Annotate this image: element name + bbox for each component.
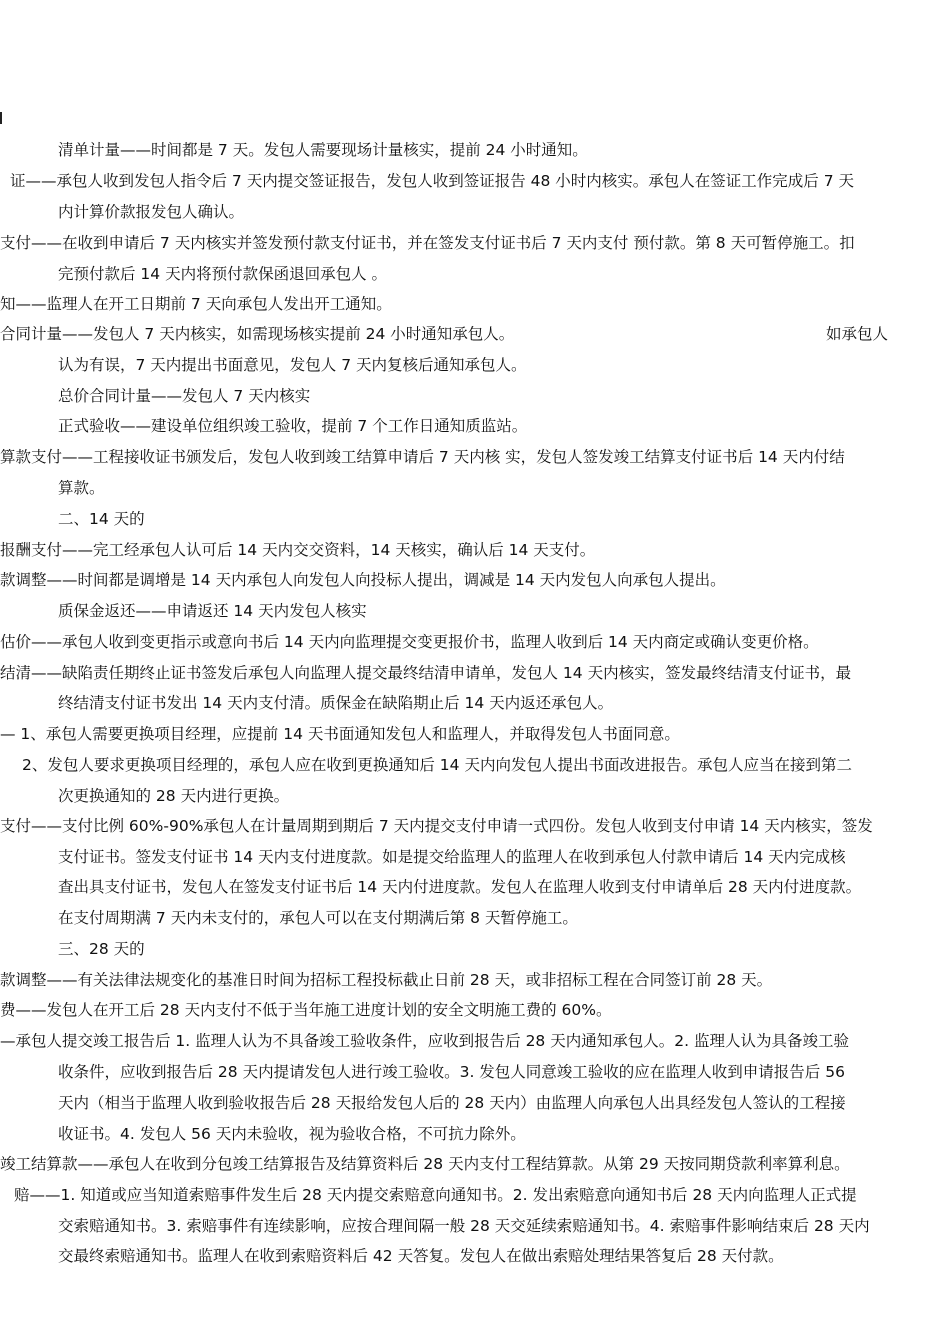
text-line: 竣工结算款——承包人在收到分包竣工结算报告及结算资料后 28 天内支付工程结算款。从第 29 天按同期贷款利率算利息。 [0, 1155, 850, 1173]
text-line: 合同计量——发包人 7 天内核实，如需现场核实提前 24 小时通知承包人。 [0, 325, 515, 343]
text-line: 收证书。4. 发包人 56 天内未验收，视为验收合格，不可抗力除外。 [58, 1125, 526, 1143]
text-line: 支付——在收到申请后 7 天内核实并签发预付款支付证书，并在签发支付证书后 7 天内支付 预付款。第 8 天可暂停施工。扣 [0, 234, 855, 252]
text-line: 质保金返还——申请返还 14 天内发包人核实 [58, 602, 367, 620]
text-line: 次更换通知的 28 天内进行更换。 [58, 787, 290, 805]
text-line: 交最终索赔通知书。监理人在收到索赔资料后 42 天答复。发包人在做出索赔处理结果答复后 28 天付款。 [58, 1247, 784, 1265]
text-line: 如承包人 [826, 325, 889, 343]
text-line: — 1、承包人需要更换项目经理，应提前 14 天书面通知发包人和监理人，并取得发包人书面同意。 [0, 725, 680, 743]
text-line: 费——发包人在开工后 28 天内支付不低于当年施工进度计划的安全文明施工费的 60%。 [0, 1001, 612, 1019]
text-line: 款调整——时间都是调增是 14 天内承包人向发包人向投标人提出，调减是 14 天内发包人向承包人提出。 [0, 571, 726, 589]
text-line: 收条件，应收到报告后 28 天内提请发包人进行竣工验收。3. 发包人同意竣工验收的应在监理人收到申请报告后 56 [58, 1063, 845, 1081]
text-line: 赔——1. 知道或应当知道索赔事件发生后 28 天内提交索赔意向通知书。2. 发出索赔意向通知书后 28 天内向监理人正式提 [14, 1186, 857, 1204]
text-line: 支付——支付比例 60%-90%承包人在计量周期到期后 7 天内提交支付申请一式四份。发包人收到支付申请 14 天内核实，签发 [0, 817, 873, 835]
text-line: 正式验收——建设单位组织竣工验收，提前 7 个工作日通知质监站。 [58, 417, 528, 435]
text-line: 内计算价款报发包人确认。 [58, 203, 245, 221]
text-line: 在支付周期满 7 天内未支付的，承包人可以在支付期满后第 8 天暂停施工。 [58, 909, 578, 927]
text-line: 知——监理人在开工日期前 7 天向承包人发出开工通知。 [0, 295, 392, 313]
text-line: 支付证书。签发支付证书 14 天内支付进度款。如是提交给监理人的监理人在收到承包人付款申请后 14 天内完成核 [58, 848, 846, 866]
section-heading: 三、28 天的 [58, 940, 145, 958]
text-line: 证——承包人收到发包人指令后 7 天内提交签证报告，发包人收到签证报告 48 小时内核实。承包人在签证工作完成后 7 天 [10, 172, 855, 190]
text-line: 算款。 [58, 479, 105, 497]
text-line: 完预付款后 14 天内将预付款保函退回承包人 。 [58, 265, 388, 283]
text-line: 款调整——有关法律法规变化的基准日时间为招标工程投标截止日前 28 天，或非招标工程在合同签订前 28 天。 [0, 971, 773, 989]
text-line: —承包人提交竣工报告后 1. 监理人认为不具备竣工验收条件，应收到报告后 28 天内通知承包人。2. 监理人认为具备竣工验 [0, 1032, 849, 1050]
section-heading: 二、14 天的 [58, 510, 145, 528]
text-line: 查出具支付证书，发包人在签发支付证书后 14 天内付进度款。发包人在监理人收到支付申请单后 28 天内付进度款。 [58, 878, 862, 896]
text-line: 总价合同计量——发包人 7 天内核实 [58, 387, 311, 405]
text-line: 天内（相当于监理人收到验收报告后 28 天报给发包人后的 28 天内）由监理人向承包人出具经发包人签认的工程接 [58, 1094, 846, 1112]
page-edge-mark [0, 112, 2, 124]
text-line: 清单计量——时间都是 7 天。发包人需要现场计量核实，提前 24 小时通知。 [58, 141, 588, 159]
text-line: 终结清支付证书发出 14 天内支付清。质保金在缺陷期止后 14 天内返还承包人。 [58, 694, 614, 712]
text-line: 结清——缺陷责任期终止证书签发后承包人向监理人提交最终结清申请单，发包人 14 天内核实，签发最终结清支付证书，最 [0, 664, 852, 682]
text-line: 交索赔通知书。3. 索赔事件有连续影响，应按合理间隔一般 28 天交延续索赔通知书。4. 索赔事件影响结束后 28 天内 [58, 1217, 870, 1235]
text-line: 认为有误，7 天内提出书面意见，发包人 7 天内复核后通知承包人。 [58, 356, 527, 374]
text-line: 2、发包人要求更换项目经理的，承包人应在收到更换通知后 14 天内向发包人提出书面改进报告。承包人应当在接到第二 [22, 756, 852, 774]
text-line: 报酬支付——完工经承包人认可后 14 天内交交资料，14 天核实，确认后 14 天支付。 [0, 541, 596, 559]
text-line: 估价——承包人收到变更指示或意向书后 14 天内向监理提交变更报价书，监理人收到后 14 天内商定或确认变更价格。 [0, 633, 819, 651]
text-line: 算款支付——工程接收证书颁发后，发包人收到竣工结算申请后 7 天内核 实，发包人签发竣工结算支付证书后 14 天内付结 [0, 448, 845, 466]
